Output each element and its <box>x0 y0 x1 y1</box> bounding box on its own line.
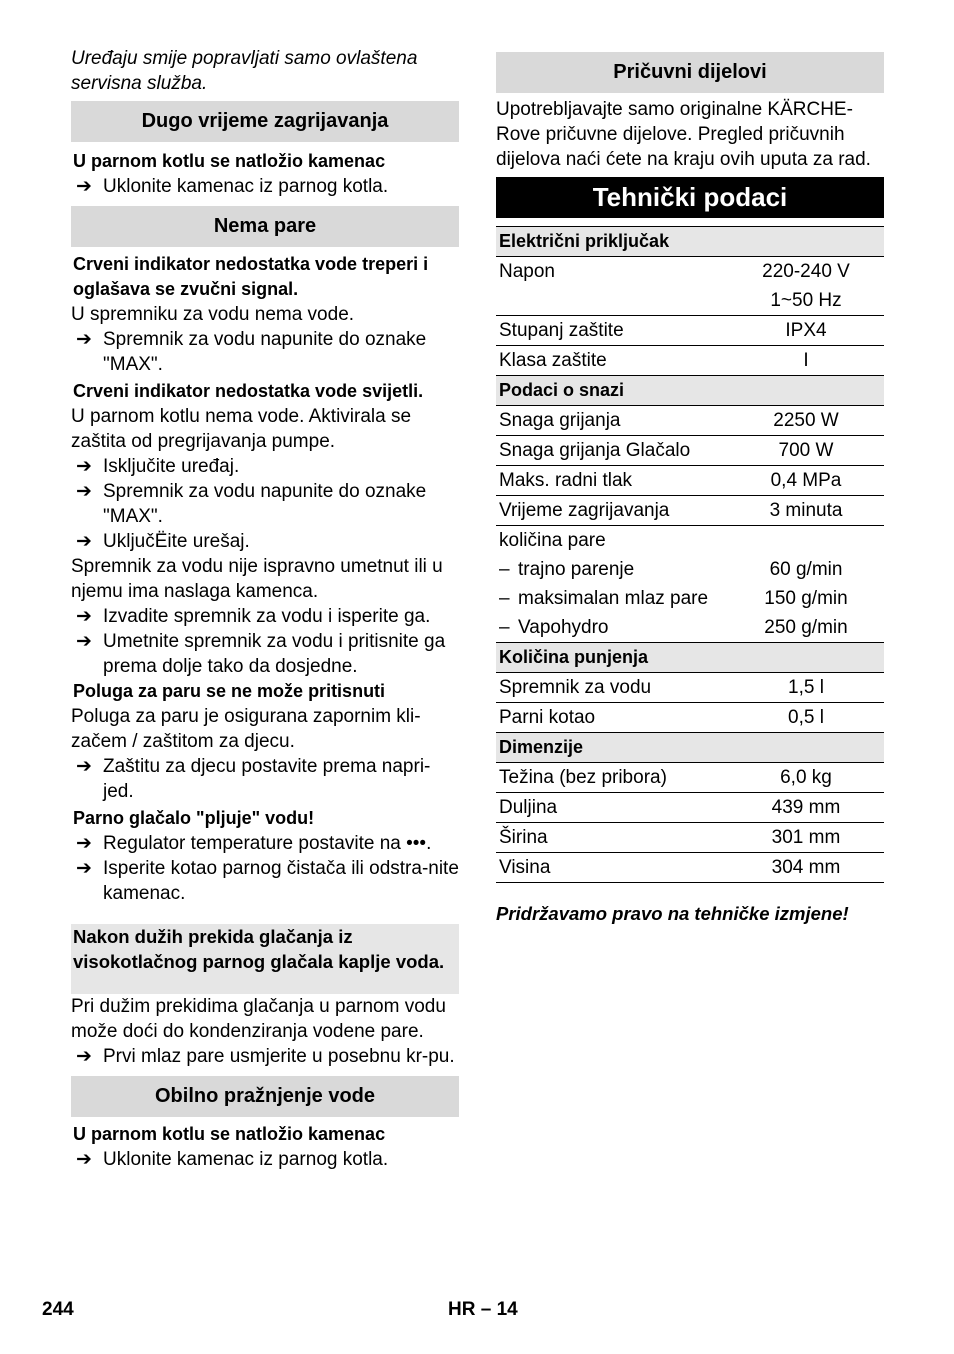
arrow-icon: ➔ <box>76 1046 92 1067</box>
technical-changes-note: Pridržavamo pravo na tehničke izmjene! <box>496 903 849 924</box>
body-text: Poluga za paru je osigurana zapornim kli-začem / zaštitom za djecu. <box>71 706 421 752</box>
page-code: HR – 14 <box>448 1299 518 1320</box>
table-group-header: Količina punjenja <box>496 643 884 673</box>
table-row: 1~50 Hz <box>496 286 884 316</box>
body-text: U parnom kotlu nema vode. Aktivirala se zaštita od pregrijavanja pumpe. <box>71 406 412 452</box>
tech-data-title: Tehnički podaci <box>496 177 884 218</box>
tech-spec-table <box>496 226 884 883</box>
table-row: Težina (bez pribora) 6,0 kg <box>496 763 884 793</box>
arrow-icon: ➔ <box>76 329 92 350</box>
arrow-icon: ➔ <box>76 606 92 627</box>
arrow-icon: ➔ <box>76 756 92 777</box>
subheading: Poluga za paru se ne može pritisnuti <box>73 681 386 701</box>
left-column <box>71 46 459 1172</box>
gray-subheading-drip: Nakon dužih prekida glačanja iz visokotlačnog parnog glačala kaplje voda. <box>71 924 459 994</box>
instruction-step: ➔ Uklonite kamenac iz parnog kotla. <box>71 1147 459 1172</box>
table-row: Napon 220-240 V <box>499 261 850 282</box>
table-row: Duljina 439 mm <box>496 793 884 823</box>
section-header-long-heating: Dugo vrijeme zagrijavanja <box>71 101 459 142</box>
instruction-step: ➔ UključËite urešaj. <box>71 529 459 554</box>
arrow-icon: ➔ <box>76 631 92 652</box>
instruction-step: ➔ Isperite kotao parnog čistača ili odstra-nite kamenac. <box>71 856 459 906</box>
subheading: U parnom kotlu se natložio kamenac <box>73 151 386 171</box>
arrow-icon: ➔ <box>76 176 92 197</box>
instruction-step: ➔ Spremnik za vodu napunite do oznake "MAX". <box>71 479 459 529</box>
table-row: Širina 301 mm <box>496 823 884 853</box>
instruction-step: ➔ Isključite uređaj. <box>71 454 459 479</box>
body-text: Spremnik za vodu nije ispravno umetnut ili u njemu ima naslaga kamenca. <box>71 556 443 602</box>
table-row: Stupanj zaštite IPX4 <box>496 316 884 346</box>
table-row: – maksimalan mlaz pare 150 g/min <box>499 588 848 609</box>
arrow-icon: ➔ <box>76 858 92 879</box>
table-row: Snaga grijanja Glačalo 700 W <box>496 436 884 466</box>
table-group-header: Dimenzije <box>496 733 884 763</box>
table-row: Vrijeme zagrijavanja 3 minuta <box>496 496 884 526</box>
table-row: – trajno parenje 60 g/min <box>499 559 843 580</box>
table-row: Visina 304 mm <box>496 853 884 883</box>
instruction-step: ➔ Umetnite spremnik za vodu i pritisnite ga prema dolje tako da dosjedne. <box>71 629 459 679</box>
arrow-icon: ➔ <box>76 481 92 502</box>
section-header-no-steam: Nema pare <box>71 206 459 247</box>
instruction-step: ➔ Uklonite kamenac iz parnog kotla. <box>71 174 459 199</box>
body-text: U spremniku za vodu nema vode. <box>71 304 355 325</box>
table-group-header: Električni priključak <box>496 227 884 257</box>
table-group-header: Podaci o snazi <box>496 376 884 406</box>
table-row: količina pare <box>499 530 606 551</box>
table-row: Spremnik za vodu 1,5 l <box>496 673 884 703</box>
table-row: – Vapohydro 250 g/min <box>499 617 848 638</box>
intro-text: Uređaju smije popravljati samo ovlaštena servisna služba. <box>71 48 418 94</box>
body-text: Upotrebljavajte samo originalne KÄRCHE-Rove pričuvne dijelove. Pregled pričuvnih dijelova naći ćete na kraju ovih uputa za rad. <box>496 99 871 170</box>
subheading: Crveni indikator nedostatka vode treperi i oglašava se zvučni signal. <box>73 254 429 299</box>
section-header-spare-parts: Pričuvni dijelovi <box>496 52 884 93</box>
table-row: Maks. radni tlak 0,4 MPa <box>496 466 884 496</box>
instruction-step: ➔ Izvadite spremnik za vodu i isperite ga. <box>71 604 459 629</box>
arrow-icon: ➔ <box>76 1149 92 1170</box>
table-row: Parni kotao 0,5 l <box>496 703 884 733</box>
right-column <box>496 52 884 926</box>
instruction-step: ➔ Prvi mlaz pare usmjerite u posebnu kr-pu. <box>71 1044 459 1069</box>
table-row: Snaga grijanja 2250 W <box>496 406 884 436</box>
instruction-step: ➔ Regulator temperature postavite na •••. <box>71 831 459 856</box>
section-header-water-discharge: Obilno pražnjenje vode <box>71 1076 459 1117</box>
instruction-step: ➔ Spremnik za vodu napunite do oznake "MAX". <box>71 327 459 377</box>
arrow-icon: ➔ <box>76 456 92 477</box>
table-row: Klasa zaštite I <box>496 346 884 376</box>
arrow-icon: ➔ <box>76 833 92 854</box>
body-text: Pri dužim prekidima glačanja u parnom vodu može doći do kondenziranja vodene pare. <box>71 996 446 1042</box>
instruction-step: ➔ Zaštitu za djecu postavite prema napri-jed. <box>71 754 459 804</box>
subheading: Parno glačalo "pljuje" vodu! <box>73 808 315 828</box>
subheading: Crveni indikator nedostatka vode svijetli. <box>73 381 424 401</box>
subheading: U parnom kotlu se natložio kamenac <box>73 1124 386 1144</box>
page-number: 244 <box>42 1299 74 1320</box>
arrow-icon: ➔ <box>76 531 92 552</box>
